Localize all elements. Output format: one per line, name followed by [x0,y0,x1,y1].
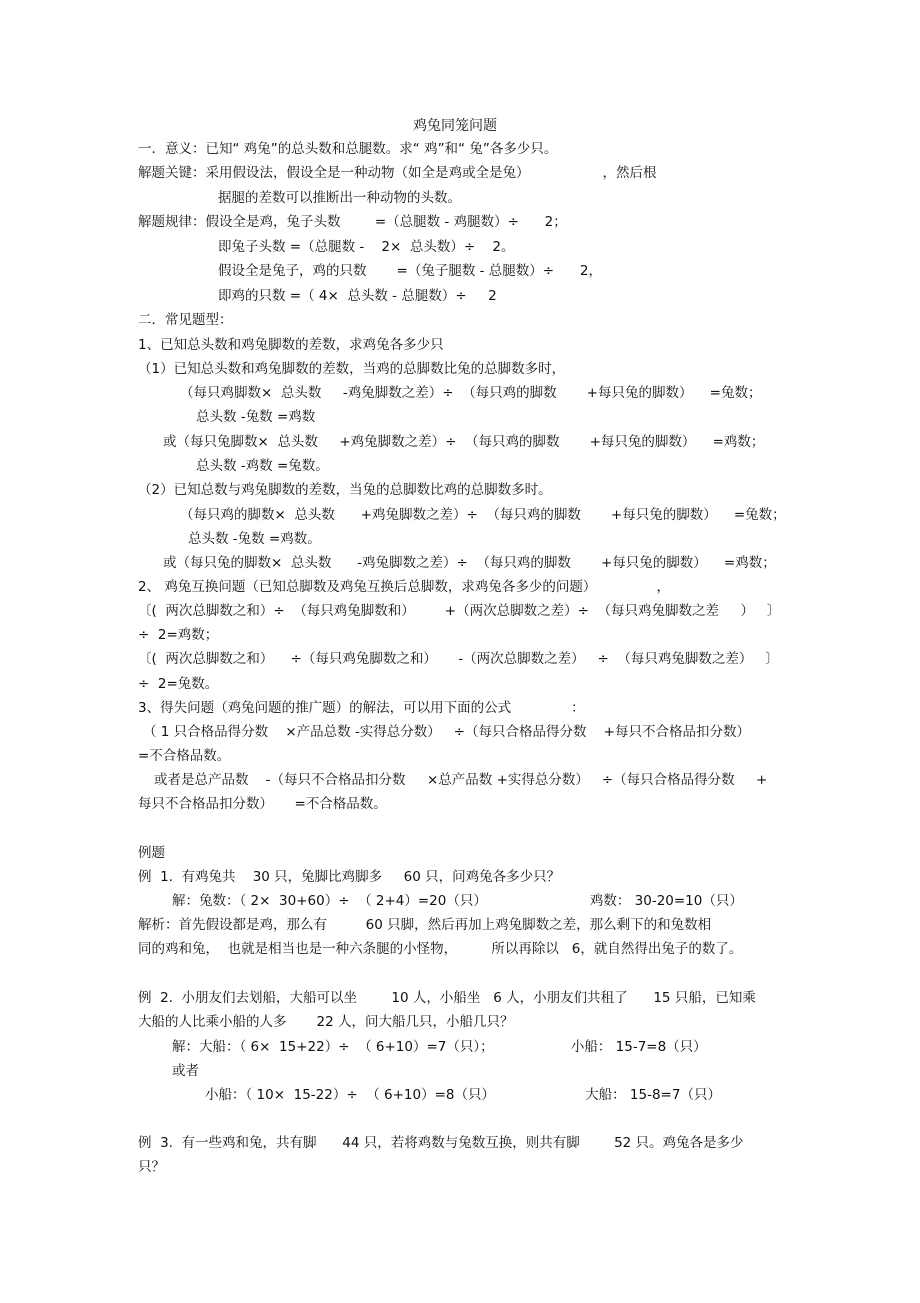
rule-line-2: 即兔子头数 =（总腿数 - 2× 总头数）÷ 2。 [218,239,515,255]
type-2-formula-1: 〔( 两次总脚数之和）÷ （每只鸡兔脚数和） +（两次总脚数之差）÷ （每只鸡兔脚数之差 ） 〕 [138,603,781,619]
example-2-question-1: 例 2. 小朋友们去划船，大船可以坐 10 人，小船坐 6 人，小朋友们共租了 15 只船，已知乘 [138,990,756,1006]
examples-heading: 例题 [138,845,165,861]
example-2-question-2: 大船的人比乘小船的人多 22 人，问大船几只，小船几只？ [138,1014,514,1030]
key-line-2: 据腿的差数可以推断出一种动物的头数。 [218,190,461,206]
example-1-question: 例 1. 有鸡兔共 30 只，兔脚比鸡脚多 60 只，问鸡兔各多少只？ [138,869,561,885]
type-3-formula-4: 每只不合格品扣分数） =不合格品数。 [138,796,387,812]
type-1-formula-3: 或（每只兔脚数× 总头数 +鸡兔脚数之差）÷ （每只鸡的脚数 +每只兔的脚数） =鸡数； [163,434,765,450]
type-2-formula-4: ÷ 2=兔数。 [138,676,219,692]
type-2-formula-2: ÷ 2=鸡数； [138,627,219,643]
type-1-formula-6: 总头数 -兔数 =鸡数。 [188,531,321,547]
type-2-heading: 2、 鸡兔互换问题（已知总脚数及鸡兔互换后总脚数，求鸡兔各多少的问题） ， [138,579,670,595]
example-2-or: 或者 [172,1063,199,1079]
rule-line-4: 即鸡的只数 =（ 4× 总头数 - 总腿数）÷ 2 [218,288,497,304]
example-2-solution-1: 解：大船：（ 6× 15+22）÷ （ 6+10）=7（只）； 小船： 15-7=8（只） [172,1039,707,1055]
type-1-formula-4: 总头数 -鸡数 =兔数。 [196,458,329,474]
key-line-1: 解题关键：采用假设法，假设全是一种动物（如全是鸡或全是兔） ，然后根 [138,165,657,181]
example-1-solution: 解：兔数：（ 2× 30+60）÷ （ 2+4）=20（只） 鸡数： 30-20=10（只） [172,893,743,909]
type-1-case-2: （2）已知总数与鸡兔脚数的差数，当兔的总脚数比鸡的总脚数多时。 [138,482,552,498]
definition-line: 一．意义：已知“ 鸡兔”的总头数和总腿数。求“ 鸡”和“ 兔”各多少只。 [138,141,558,157]
type-1-heading: 1、已知总头数和鸡兔脚数的差数，求鸡兔各多少只 [138,337,444,353]
type-1-case-1: （1）已知总头数和鸡兔脚数的差数，当鸡的总脚数比兔的总脚数多时， [138,361,566,377]
type-2-formula-3: 〔( 两次总脚数之和） ÷（每只鸡兔脚数之和） -（两次总脚数之差） ÷ （每只鸡兔脚数之差） 〕 [138,651,779,667]
type-1-formula-2: 总头数 -兔数 =鸡数 [196,409,316,425]
page-title: 鸡兔同笼问题 [413,118,497,134]
example-3-question-2: 只？ [138,1159,165,1175]
rule-line-3: 假设全是兔子，鸡的只数 =（兔子腿数 - 总腿数）÷ 2， [218,263,602,279]
rule-line-1: 解题规律：假设全是鸡，兔子头数 =（总腿数 - 鸡腿数）÷ 2； [138,214,567,230]
example-1-analysis-2: 同的鸡和兔， 也就是相当也是一种六条腿的小怪物， 所以再除以 6，就自然得出兔子的数了。 [138,941,743,957]
type-1-formula-7: 或（每只兔的脚数× 总头数 -鸡兔脚数之差）÷ （每只鸡的脚数 +每只兔的脚数） =鸡数； [163,555,776,571]
type-1-formula-5: （每只鸡的脚数× 总头数 +鸡兔脚数之差）÷ （每只鸡的脚数 +每只兔的脚数） =兔数； [180,507,786,523]
example-1-analysis-1: 解析：首先假设都是鸡，那么有 60 只脚，然后再加上鸡兔脚数之差，那么剩下的和兔数相 [138,917,712,933]
type-3-formula-1: （ 1 只合格品得分数 ×产品总数 -实得总分数） ÷（每只合格品得分数 +每只不合格品扣分数） [143,724,750,740]
type-3-heading: 3、得失问题（鸡兔问题的推广题）的解法，可以用下面的公式 ： [138,700,585,716]
type-3-formula-2: =不合格品数。 [138,748,231,764]
type-1-formula-1: （每只鸡脚数× 总头数 -鸡兔脚数之差）÷ （每只鸡的脚数 +每只兔的脚数） =兔数； [180,385,762,401]
example-3-question-1: 例 3. 有一些鸡和兔，共有脚 44 只，若将鸡数与兔数互换，则共有脚 52 只。鸡兔各是多少 [138,1135,744,1151]
section-heading: 二．常见题型： [138,312,233,328]
type-3-formula-3: 或者是总产品数 -（每只不合格品扣分数 ×总产品数 +实得总分数） ÷（每只合格品得分数 + [154,772,768,788]
example-2-solution-2: 小船：（ 10× 15-22）÷ （ 6+10）=8（只） 大船： 15-8=7（只） [205,1087,721,1103]
